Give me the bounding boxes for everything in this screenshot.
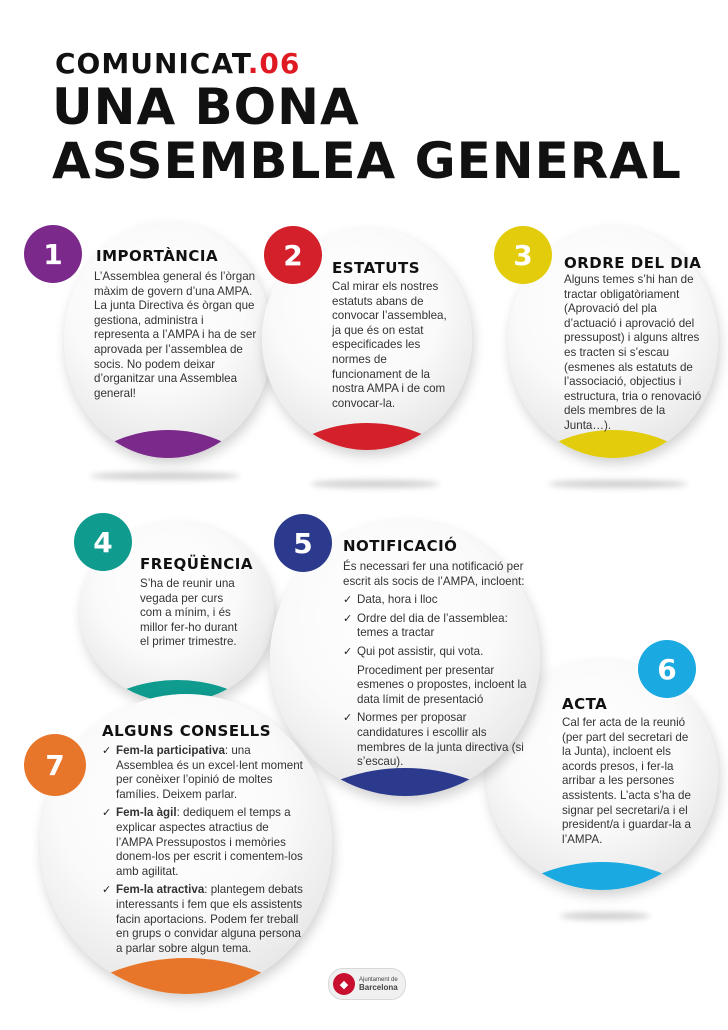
section-3-text: Alguns temes s’hi han de tractar obligatòriament (Aprovació del pla d’actuació i aprovació del pressupost) i alguns altres es tracten si s’escau (esmenes als estatuts de l’associació, objectius i estructura, tria o renovació dels membres de la Junta…).: [564, 273, 702, 432]
section-2-heading: ESTATUTS: [332, 259, 421, 277]
tip-title: Fem-la atractiva: [116, 883, 205, 897]
section-4-heading: FREQÜÈNCIA: [140, 555, 253, 573]
section-5-list: [343, 593, 527, 770]
list-item: [102, 883, 304, 956]
section-7-accent: [40, 958, 332, 994]
section-6-shadow: [560, 912, 650, 920]
city-seal-icon: ◆: [333, 973, 355, 995]
tip-text: : una Assemblea és un excel·lent moment per conèixer l’opinió de moltes famílies. Deixem parlar.: [116, 744, 303, 801]
title-line-1: UNA BONA: [52, 78, 360, 136]
section-6-accent: [486, 862, 718, 890]
list-item: [102, 806, 304, 879]
section-7-number-badge: 7: [24, 734, 86, 796]
tip-text: : dediquem el temps a explicar aspectes atractius de l’AMPA Pressupostos i memòries donem-los per escrit i comentem-los amb agilitat.: [116, 806, 303, 878]
list-item: [343, 612, 527, 641]
section-1-number-badge: 1: [24, 225, 82, 283]
section-4-number-badge: 4: [74, 513, 132, 571]
section-7-list: [102, 744, 304, 956]
list-item: [343, 711, 527, 769]
section-1-shadow: [90, 472, 240, 480]
check-icon: ✓: [343, 612, 353, 625]
section-3-shadow: [548, 480, 688, 488]
tip-title: Fem-la àgil: [116, 806, 177, 820]
list-item-text: Qui pot assistir, qui vota.: [357, 644, 484, 658]
list-item: [102, 744, 304, 802]
section-4-text: S’ha de reunir una vegada per curs com a mínim, i és millor fer-ho durant el primer trimestre.: [140, 577, 238, 649]
section-7-text: [102, 744, 304, 960]
logo-text-line-2: Barcelona: [359, 983, 398, 992]
list-item-text: Procediment per presentar esmenes o propostes, incloent la data límit de presentació: [357, 663, 527, 706]
list-item: [343, 664, 527, 708]
series-label: [55, 47, 300, 80]
page-title: [52, 80, 682, 188]
list-item-text: Ordre del dia de l’assemblea: temes a tractar: [357, 611, 508, 640]
section-5-heading: NOTIFICACIÓ: [343, 537, 458, 555]
list-item-text: Data, hora i lloc: [357, 593, 438, 607]
section-5-intro: És necessari fer una notificació per escrit als socis de l’AMPA, incloent:: [343, 560, 525, 588]
section-2-accent: [262, 423, 472, 450]
check-icon: ✓: [343, 645, 353, 658]
title-line-2: ASSEMBLEA GENERAL: [52, 132, 682, 190]
section-5-number-badge: 5: [274, 514, 332, 572]
section-6-heading: ACTA: [562, 695, 608, 713]
series-number: .06: [247, 47, 301, 80]
list-item: [343, 593, 527, 608]
section-2-number-badge: 2: [264, 226, 322, 284]
section-3-heading: ORDRE DEL DIA: [564, 254, 702, 272]
section-3-number-badge: 3: [494, 226, 552, 284]
list-item-text: Normes per proposar candidatures i escollir als membres de la junta directiva (si s’escau).: [357, 711, 524, 769]
section-6-text: Cal fer acta de la reunió (per part del secretari de la Junta), incloent els acords presos, i fer-la arribar a les persones assistents. L’acta s’ha de signar pel secretari/a i el president/a i guardar-la a l’AMPA.: [562, 716, 691, 846]
series-name: COMUNICAT: [55, 47, 248, 80]
check-icon: ✓: [343, 594, 353, 607]
list-item: [343, 645, 527, 660]
logo-text-line-1: Ajuntament de: [359, 977, 398, 983]
tip-text: : plantegem debats interessants i fem que els assistents facin aportacions. Podem fer treball en grups o convidar alguna persona a parlar sobre algun tema.: [116, 883, 303, 955]
section-1-accent: [64, 430, 272, 458]
section-1-heading: IMPORTÀNCIA: [96, 247, 219, 265]
logo-text: [359, 976, 398, 992]
section-3-accent: [508, 430, 718, 458]
check-icon: ✓: [102, 807, 112, 820]
tip-title: Fem-la participativa: [116, 744, 225, 757]
section-7-heading: ALGUNS CONSELLS: [102, 722, 272, 740]
section-1-text: L’Assemblea general és l’òrgan màxim de govern d’una AMPA. La junta Directiva és òrgan que gestiona, administra i representa a l’AMPA i ha de ser aprovada per l’assemblea de socis. No podem deixar d’organitzar una Assemblea general!: [94, 270, 257, 400]
section-2-shadow: [310, 480, 440, 488]
ajuntament-logo: [328, 968, 406, 1000]
section-6-number-badge: 6: [638, 640, 696, 698]
check-icon: ✓: [343, 712, 353, 725]
section-5-text: [343, 560, 527, 774]
check-icon: ✓: [102, 745, 112, 757]
check-icon: ✓: [102, 884, 112, 897]
section-2-text: Cal mirar els nostres estatuts abans de convocar l’assemblea, ja que és on estat especificades les normes de funcionament de la nostra AMPA i de com convocar-la.: [332, 280, 447, 410]
